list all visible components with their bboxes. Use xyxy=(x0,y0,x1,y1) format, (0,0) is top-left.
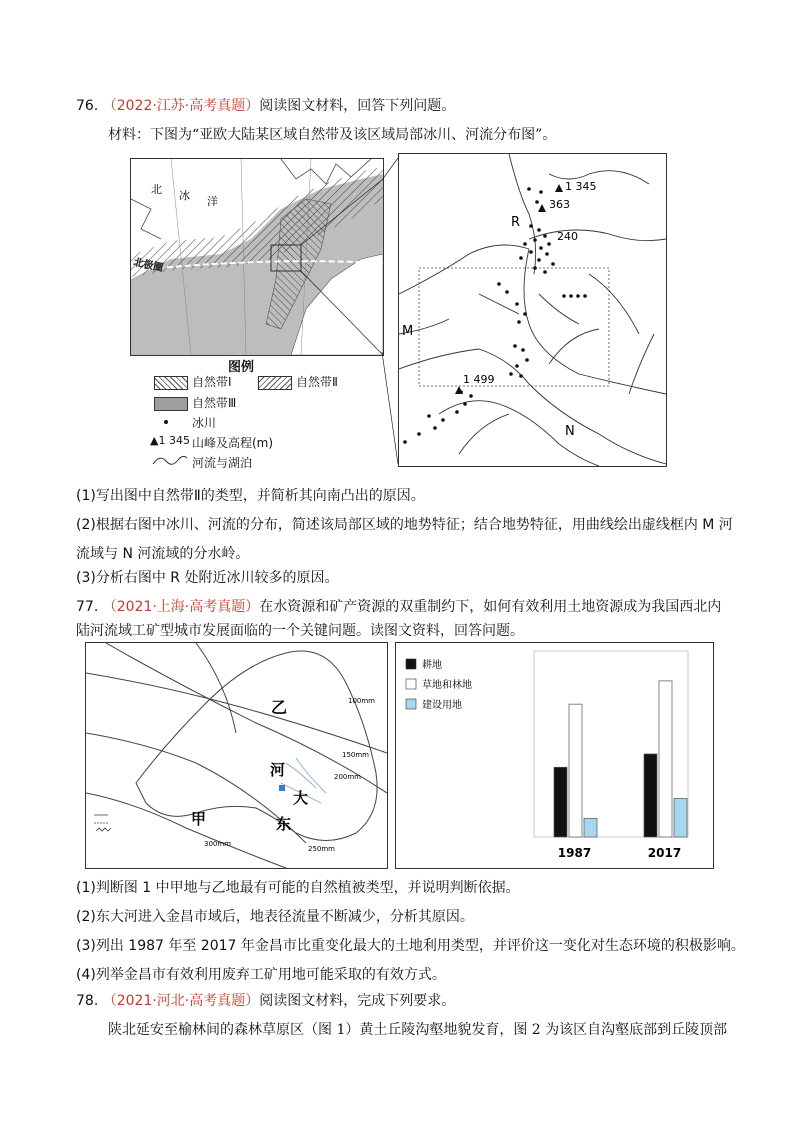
q76-question-2: (2)根据右图中冰川、河流的分布，简述该局部区域的地势特征；结合地势特征，用曲线绘出虚线框内 M 河 xyxy=(76,517,733,533)
q76-question-3: (3)分析右图中 R 处附近冰川较多的原因。 xyxy=(76,570,339,586)
isohyet-label: 150mm xyxy=(342,751,369,759)
source-tag: （2021·上海·高考真题） xyxy=(102,599,260,615)
legend-swatch xyxy=(406,699,416,709)
bar xyxy=(584,818,597,837)
label-N: N xyxy=(565,424,575,439)
q76-question-1: (1)写出图中自然带Ⅱ的类型，并简析其向南凸出的原因。 xyxy=(76,488,425,504)
inset-connector xyxy=(0,0,800,500)
label-R: R xyxy=(511,215,521,230)
q76-question-2-cont: 流域与 N 河流域的分水岭。 xyxy=(76,546,250,562)
map-label-bing: 冰 xyxy=(179,189,190,202)
q76-material: 材料：下图为“亚欧大陆某区域自然带及该区域局部冰川、河流分布图”。 xyxy=(108,127,557,143)
legend-label-glacier: 冰川 xyxy=(192,416,217,430)
label-dong: 东 xyxy=(276,815,292,833)
label-da: 大 xyxy=(293,789,309,807)
legend-swatch xyxy=(406,659,416,669)
question-intro: 阅读图文材料，回答下列问题。 xyxy=(259,98,456,114)
q77-question-1: (1)判断图 1 中甲地与乙地最有可能的自然植被类型，并说明判断依据。 xyxy=(76,880,520,896)
source-tag: （2022·江苏·高考真题） xyxy=(102,98,260,114)
legend-label-peak: 山峰及高程(m) xyxy=(192,436,274,450)
legend-label-zone-1: 自然带Ⅰ xyxy=(192,375,232,389)
legend-label: 耕地 xyxy=(422,660,442,671)
peak-label: 1 499 xyxy=(463,373,495,386)
bar xyxy=(674,798,687,837)
isohyet-label: 300mm xyxy=(204,840,231,848)
question-intro: 在水资源和矿产资源的双重制约下，如何有效利用土地资源成为我国西北内 xyxy=(259,599,722,615)
label-M: M xyxy=(402,324,414,339)
legend-label: 建设用地 xyxy=(422,700,462,711)
q77-question-4: (4)列举金昌市有效利用废弃工矿用地可能采取的有效方式。 xyxy=(76,967,446,983)
question-number: 76. xyxy=(76,98,99,114)
question-number: 78. xyxy=(76,993,99,1009)
map-label-arctic-circle: 北极圈 xyxy=(132,257,165,275)
q77-intro-cont: 陆河流域工矿型城市发展面临的一个关键问题。读图文资料，回答问题。 xyxy=(76,623,524,639)
q77-heading xyxy=(76,597,721,617)
bar xyxy=(554,767,567,837)
map-label-bei: 北 xyxy=(151,183,162,196)
isohyet-label: 200mm xyxy=(334,773,361,781)
source-tag: （2021·河北·高考真题） xyxy=(102,993,260,1009)
bar xyxy=(659,681,672,837)
legend-label-zone-2: 自然带Ⅱ xyxy=(296,375,338,389)
q78-heading xyxy=(76,991,455,1011)
q77-question-2: (2)东大河进入金昌市域后，地表径流量不断减少，分析其原因。 xyxy=(76,909,474,925)
isohyet-label: 250mm xyxy=(308,845,335,853)
x-tick-label: 1987 xyxy=(557,846,592,860)
jinchang-map-svg xyxy=(86,643,387,868)
peak-label: 1 345 xyxy=(565,180,597,193)
legend-title: 图例 xyxy=(228,360,255,375)
q78-text: 陕北延安至榆林间的森林草原区（图 1）黄土丘陵沟壑地貌发育，图 2 为该区自沟壑底部到丘陵顶部 xyxy=(108,1022,728,1038)
label-yi: 乙 xyxy=(271,698,288,717)
land-use-chart xyxy=(395,642,714,869)
map-label-yang: 洋 xyxy=(207,195,218,208)
question-number: 77. xyxy=(76,599,99,615)
label-he: 河 xyxy=(270,761,286,779)
peak-label: 240 xyxy=(557,230,578,243)
bar xyxy=(569,704,582,837)
legend-label: 草地和林地 xyxy=(422,680,472,691)
legend-swatch xyxy=(406,679,416,689)
isohyet-label: 100mm xyxy=(348,697,375,705)
land-use-chart-svg xyxy=(396,643,713,868)
question-intro: 阅读图文材料，完成下列要求。 xyxy=(259,993,456,1009)
city-marker xyxy=(279,785,285,791)
bar xyxy=(644,754,657,837)
legend-label-zone-3: 自然带Ⅲ xyxy=(192,396,237,410)
jinchang-map xyxy=(85,642,388,869)
legend-peak-icon: ▲1 345 xyxy=(150,434,190,447)
q77-question-3: (3)列出 1987 年至 2017 年金昌市比重变化最大的土地利用类型，并评价这一变化对生态环境的积极影响。 xyxy=(76,938,745,954)
legend-label-river: 河流与湖泊 xyxy=(192,456,253,470)
peak-label: 363 xyxy=(549,198,570,211)
label-jia: 甲 xyxy=(191,810,207,828)
x-tick-label: 2017 xyxy=(647,846,682,860)
